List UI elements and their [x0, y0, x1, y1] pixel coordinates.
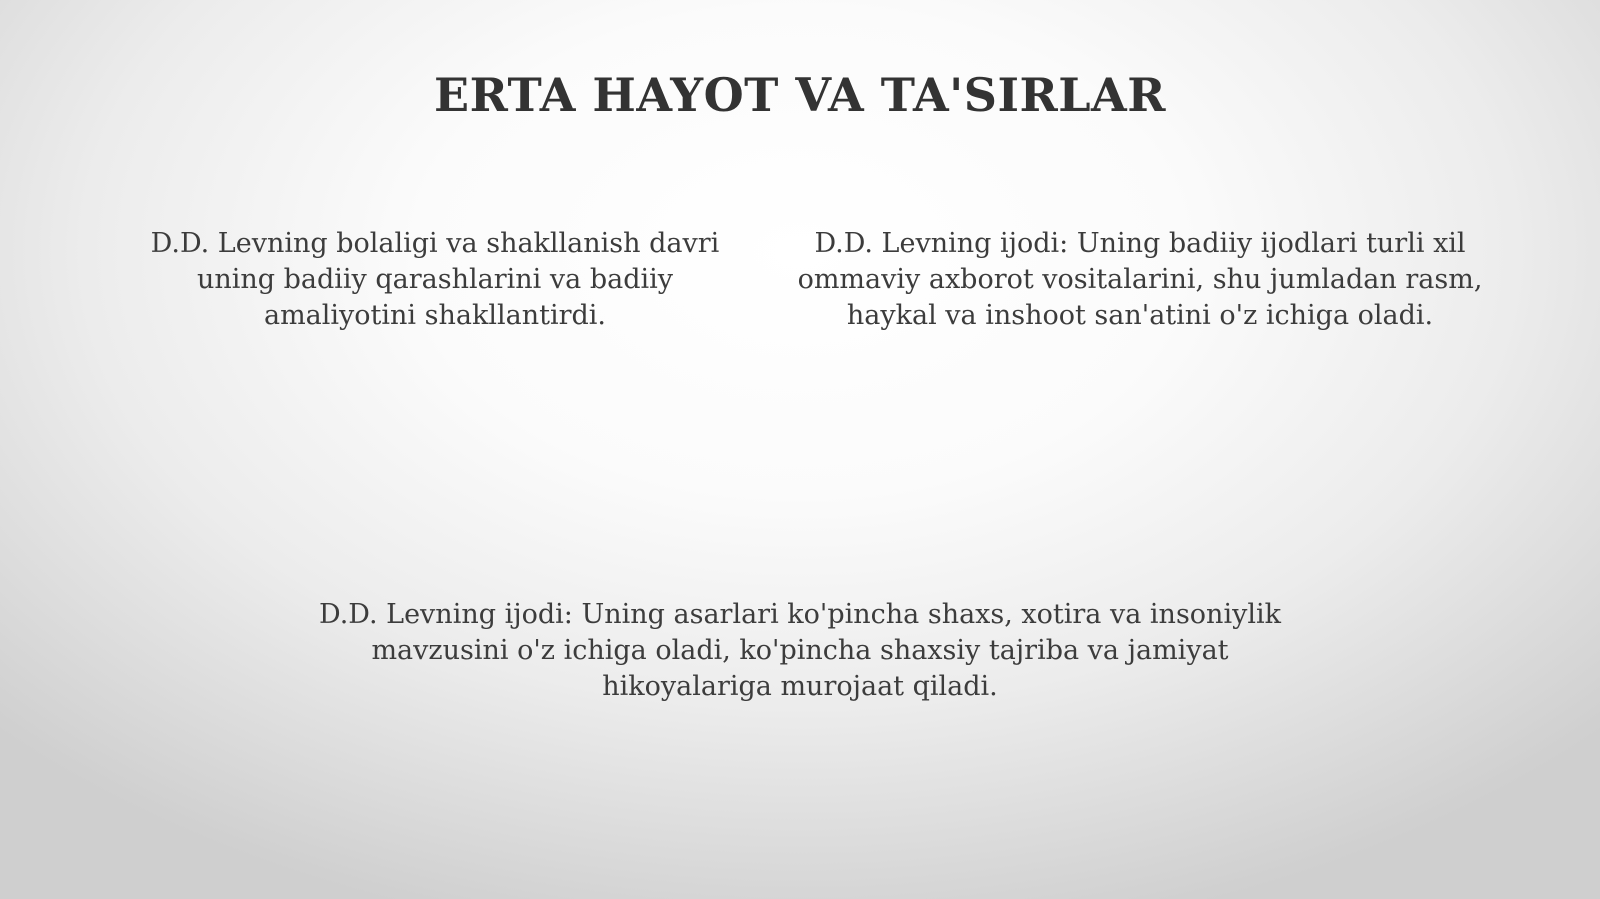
slide-title: ERTA HAYOT VA TA'SIRLAR: [434, 68, 1166, 122]
text-block-childhood: D.D. Levning bolaligi va shakllanish davri uning badiiy qarashlarini va badiiy amaliyotini shakllantirdi.: [150, 228, 720, 331]
text-block-creative-media: D.D. Levning ijodi: Uning badiiy ijodlari turli xil ommaviy axborot vositalarini, shu jumladan rasm, haykal va inshoot san'atini o'z ichiga oladi.: [797, 228, 1483, 331]
text-block-themes: D.D. Levning ijodi: Uning asarlari ko'pincha shaxs, xotira va insoniylik mavzusini o'z ichiga oladi, ko'pincha shaxsiy tajriba va jamiyat hikoyalariga murojaat qiladi.: [319, 599, 1281, 702]
